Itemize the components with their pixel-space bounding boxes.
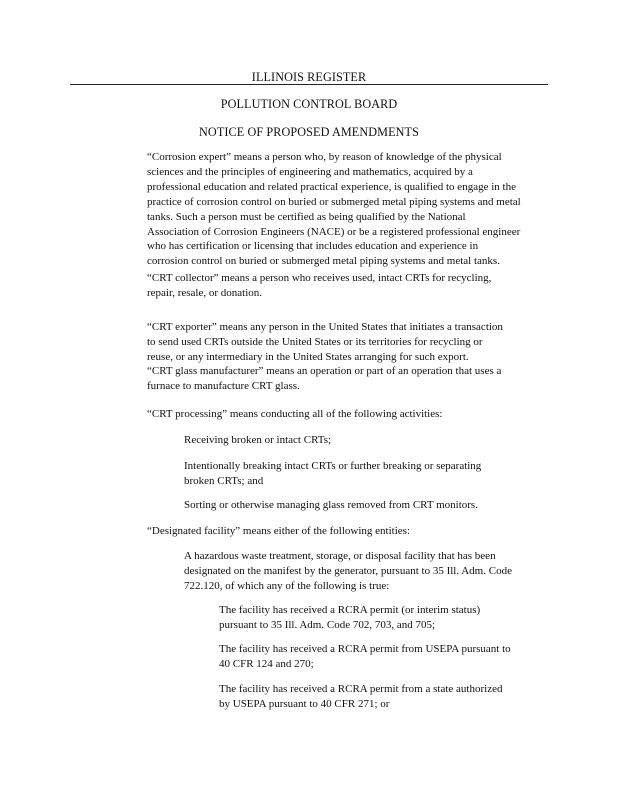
header-divider bbox=[70, 84, 548, 85]
definition-crt-processing bbox=[147, 407, 442, 422]
register-title: ILLINOIS REGISTER bbox=[251, 70, 367, 84]
crt-processing-item-sorting bbox=[184, 498, 478, 513]
definition-designated-facility bbox=[147, 524, 410, 539]
definition-crt-collector bbox=[147, 271, 491, 301]
designated-facility-subitem-state-permit bbox=[219, 603, 480, 633]
designated-facility-subitem-usepa-permit bbox=[219, 642, 511, 672]
text-line: reuse, or any intermediary in the United States arranging for such export. bbox=[147, 350, 469, 363]
text-line: designated on the manifest by the generator, pursuant to 35 Ill. Adm. Code bbox=[184, 564, 512, 577]
text-line: Association of Corrosion Engineers (NACE) or be a registered professional engineer bbox=[147, 225, 521, 238]
crt-processing-item-breaking bbox=[184, 459, 481, 489]
text-line: “CRT collector” means a person who receives used, intact CRTs for recycling, bbox=[147, 272, 492, 284]
board-title: POLLUTION CONTROL BOARD bbox=[220, 97, 398, 111]
text-line: “CRT processing” means conducting all of the following activities: bbox=[147, 408, 443, 420]
designated-facility-item-tsd bbox=[184, 549, 512, 594]
text-line: tanks. Such a person must be certified as being qualified by the National bbox=[147, 210, 466, 223]
text-line: broken CRTs; and bbox=[184, 474, 264, 487]
text-line: repair, resale, or donation. bbox=[147, 286, 263, 299]
text-line: The facility has received a RCRA permit from a state authorized bbox=[219, 683, 503, 695]
text-line: “CRT exporter” means any person in the United States that initiates a transaction bbox=[147, 321, 503, 333]
text-line: pursuant to 35 Ill. Adm. Code 702, 703, and 705; bbox=[219, 618, 436, 631]
text-line: 722.120, of which any of the following is true: bbox=[184, 579, 390, 592]
text-line: to send used CRTs outside the United States or its territories for recycling or bbox=[147, 335, 483, 348]
text-line: practice of corrosion control on buried or submerged metal piping systems and metal bbox=[147, 195, 521, 208]
definition-crt-glass-manufacturer bbox=[147, 364, 501, 394]
designated-facility-subitem-authorized-state bbox=[219, 682, 502, 712]
definition-crt-exporter bbox=[147, 320, 503, 365]
text-line: “Corrosion expert” means a person who, by reason of knowledge of the physical bbox=[147, 151, 502, 163]
notice-title: NOTICE OF PROPOSED AMENDMENTS bbox=[199, 125, 419, 139]
text-line: Receiving broken or intact CRTs; bbox=[184, 434, 332, 446]
text-line: sciences and the principles of engineering and mathematics, acquired by a bbox=[147, 165, 473, 178]
text-line: by USEPA pursuant to 40 CFR 271; or bbox=[219, 697, 390, 710]
text-line: The facility has received a RCRA permit from USEPA pursuant to bbox=[219, 643, 511, 655]
text-line: corrosion control on buried or submerged metal piping systems and metal tanks. bbox=[147, 255, 500, 268]
definition-corrosion-expert bbox=[147, 150, 521, 269]
text-line: professional education and related practical experience, is qualified to engage in the bbox=[147, 180, 516, 193]
text-line: A hazardous waste treatment, storage, or disposal facility that has been bbox=[184, 550, 496, 562]
text-line: 40 CFR 124 and 270; bbox=[219, 657, 314, 670]
text-line: Intentionally breaking intact CRTs or further breaking or separating bbox=[184, 460, 482, 472]
crt-processing-item-receiving bbox=[184, 433, 331, 448]
text-line: Sorting or otherwise managing glass removed from CRT monitors. bbox=[184, 499, 478, 511]
text-line: The facility has received a RCRA permit (or interim status) bbox=[219, 604, 481, 616]
text-line: who has certification or licensing that includes education and experience in bbox=[147, 240, 479, 253]
text-line: furnace to manufacture CRT glass. bbox=[147, 379, 300, 392]
text-line: “CRT glass manufacturer” means an operation or part of an operation that uses a bbox=[147, 365, 502, 377]
text-line: “Designated facility” means either of the following entities: bbox=[147, 525, 410, 537]
